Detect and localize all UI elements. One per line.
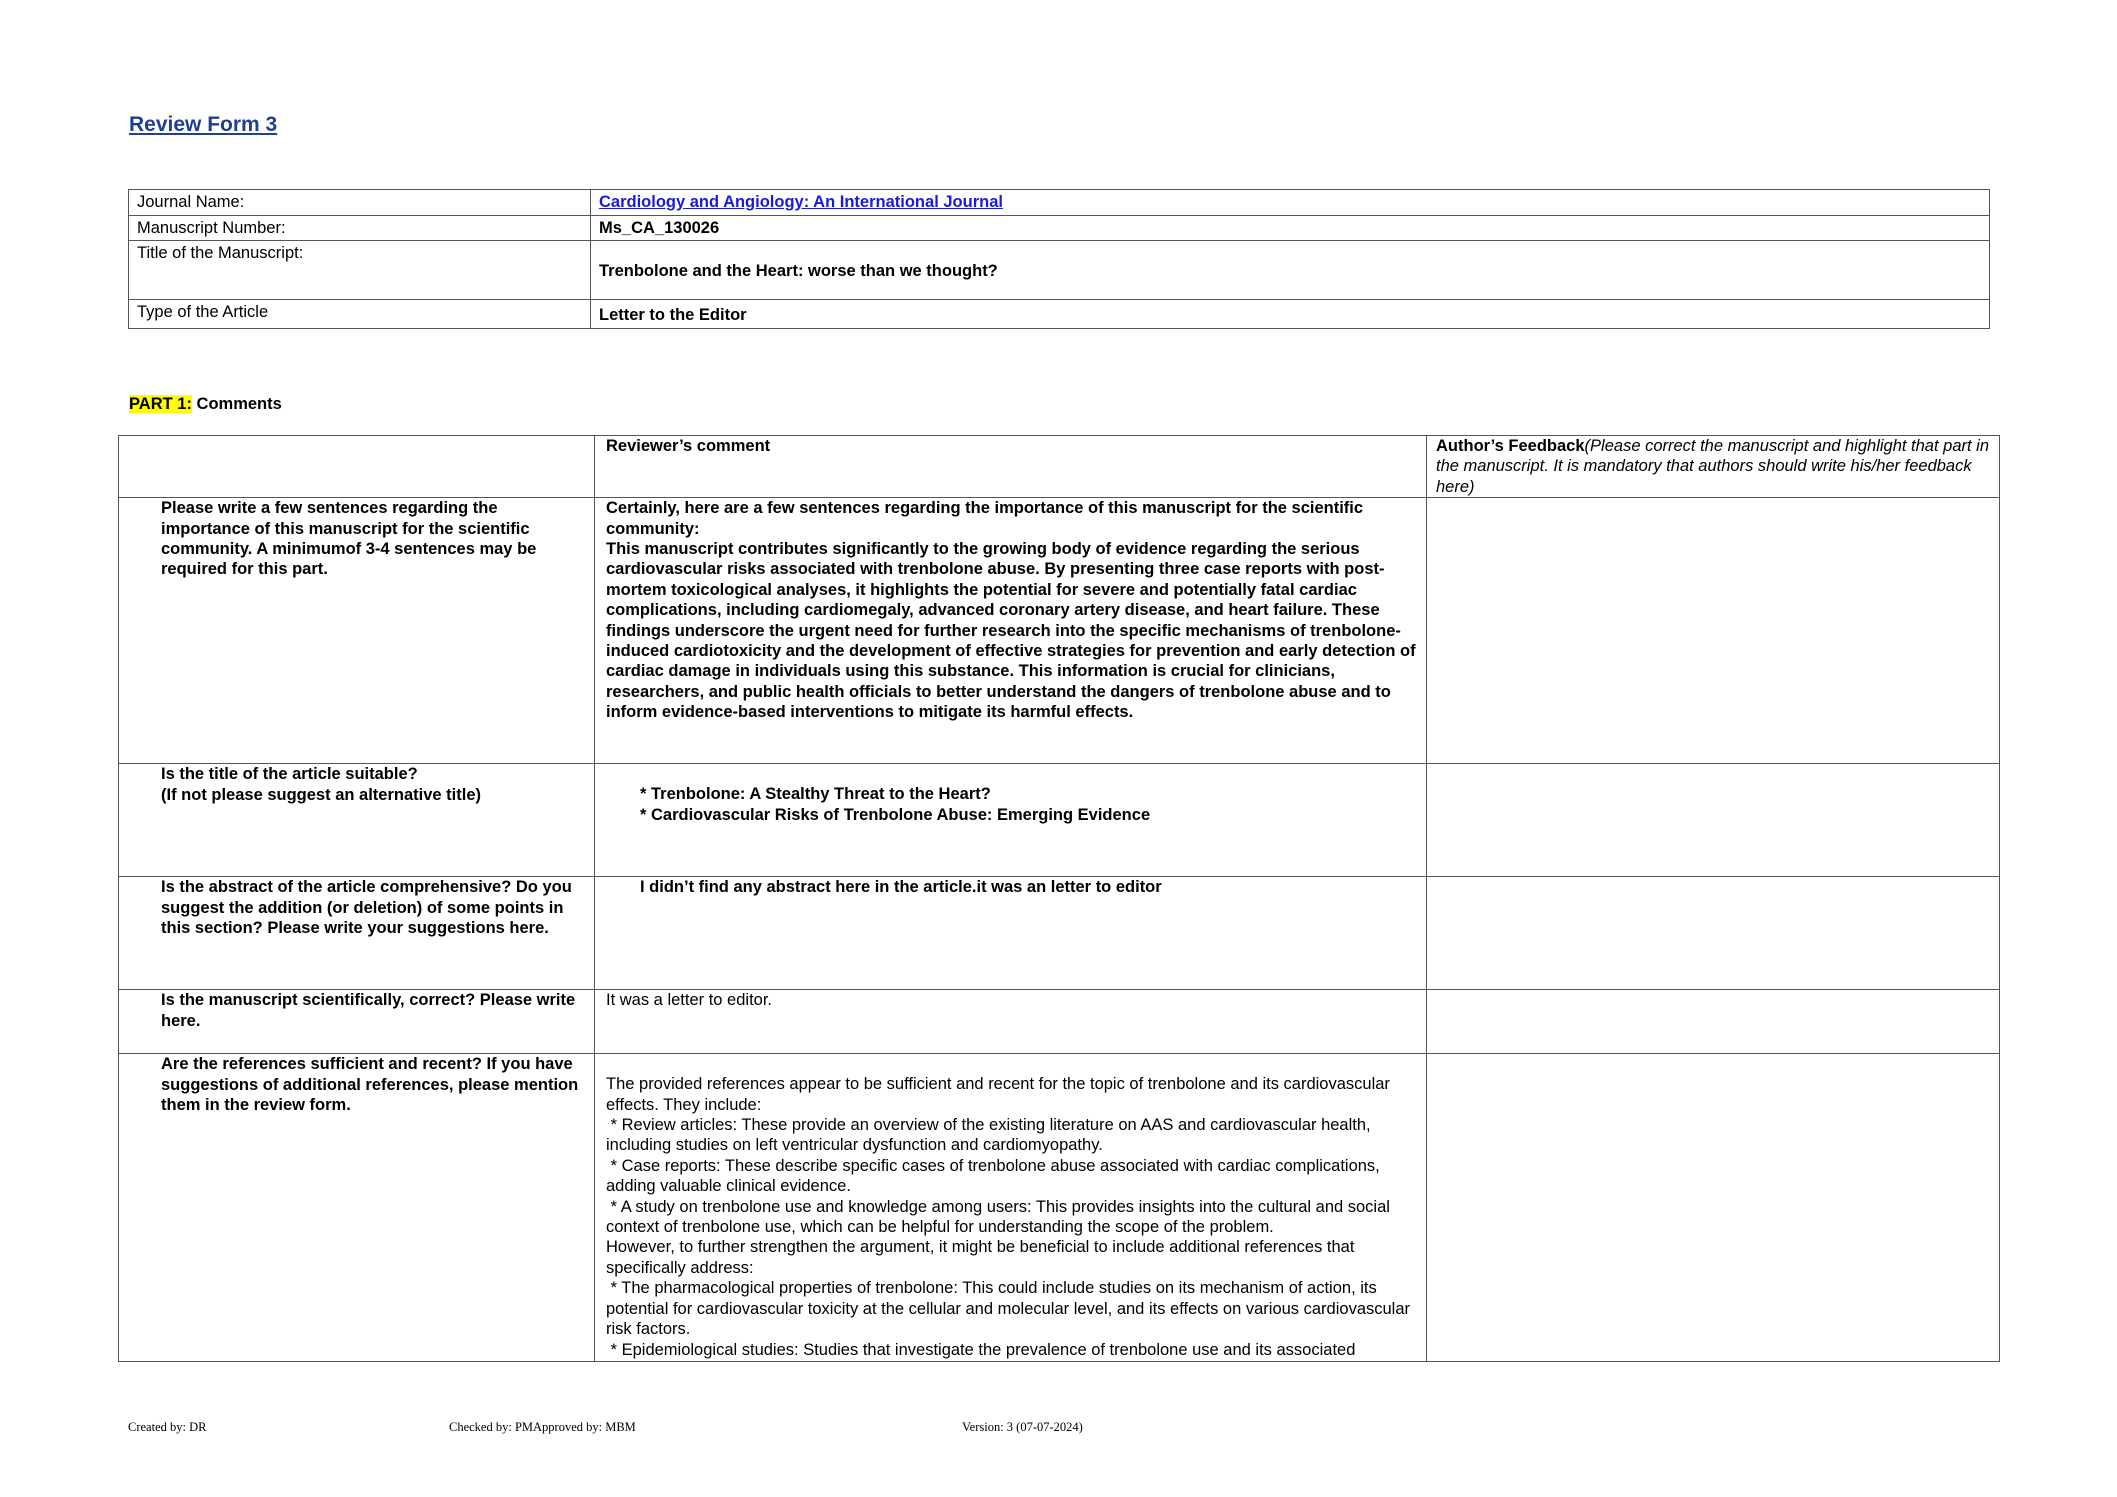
form-title: Review Form 3 bbox=[129, 113, 278, 136]
author-feedback-instructions: (Please correct the manuscript and highlight that part in the manuscript. It is mandatory that authors should write his/her feedback here) bbox=[1436, 437, 1990, 496]
part1-heading bbox=[129, 395, 282, 414]
footer-created-by: Created by: DR bbox=[128, 1420, 207, 1434]
manuscript-info-table bbox=[128, 189, 1990, 329]
info-row-article-type bbox=[129, 300, 1990, 329]
footer-checked-approved: Checked by: PMApproved by: MBM bbox=[449, 1420, 636, 1434]
reviewer-comment-cell[interactable] bbox=[595, 1054, 1427, 1362]
suggested-title-2: * Cardiovascular Risks of Trenbolone Abuse: Emerging Evidence bbox=[640, 805, 1151, 824]
part1-title: Comments bbox=[191, 395, 282, 413]
info-value: Trenbolone and the Heart: worse than we thought? bbox=[591, 241, 1990, 300]
question-cell: Is the abstract of the article comprehensive? Do you suggest the addition (or deletion) of some points in this section? Please write your suggestions here. bbox=[119, 877, 595, 990]
info-label: Type of the Article bbox=[129, 300, 591, 329]
author-feedback-cell[interactable] bbox=[1427, 877, 2000, 990]
question-cell: Please write a few sentences regarding the importance of this manuscript for the scientific community. A minimumof 3-4 sentences may be required for this part. bbox=[119, 498, 595, 764]
author-feedback-cell[interactable] bbox=[1427, 498, 2000, 764]
reviewer-comment-cell[interactable] bbox=[595, 764, 1427, 877]
info-value bbox=[591, 190, 1990, 216]
comment-row-references bbox=[119, 1054, 2000, 1362]
question-cell: Is the title of the article suitable? (If not please suggest an alternative title) bbox=[119, 764, 595, 877]
reviewer-comment-cell[interactable] bbox=[595, 877, 1427, 990]
author-feedback-header bbox=[1427, 436, 2000, 498]
question-header bbox=[119, 436, 595, 498]
comments-table bbox=[118, 435, 2000, 1362]
author-feedback-label: Author’s Feedback bbox=[1436, 437, 1585, 455]
part1-label: PART 1: bbox=[129, 395, 192, 413]
info-label: Journal Name: bbox=[129, 190, 591, 216]
footer-version: Version: 3 (07-07-2024) bbox=[962, 1420, 1083, 1434]
author-feedback-cell[interactable] bbox=[1427, 1054, 2000, 1362]
reviewer-comment-cell[interactable]: Certainly, here are a few sentences regarding the importance of this manuscript for the scientific community: This manuscript contributes significantly to the growing body of evidence regarding the serious cardiovascular risks associated with trenbolone abuse. By presenting three case reports with post-mortem toxicological analyses, it highlights the potential for severe and potentially fatal cardiac complications, including cardiomegaly, advanced coronary artery disease, and heart failure. These findings underscore the urgent need for further research into the specific mechanisms of trenbolone-induced cardiotoxicity and the development of effective strategies for prevention and early detection of cardiac damage in individuals using this substance. This information is crucial for clinicians, researchers, and public health officials to better understand the dangers of trenbolone abuse and to inform evidence-based interventions to mitigate its harmful effects. bbox=[595, 498, 1427, 764]
references-comment: The provided references appear to be sufficient and recent for the topic of trenbolone and its cardiovascular effects. They include: * Review articles: These provide an overview of the existing literature on AAS and cardiovascular health, including studies on left ventricular dysfunction and cardiomyopathy. * Case reports: These describe specific cases of trenbolone abuse associated with cardiac complications, adding valuable clinical evidence. * A study on trenbolone use and knowledge among users: This provides insights into the cultural and social context of trenbolone use, which can be helpful for understanding the scope of the problem. However, to further strengthen the argument, it might be beneficial to include additional references that specifically address: * The pharmacological properties of trenbolone: This could include studies on its mechanism of action, its potential for cardiovascular toxicity at the cellular and molecular level, and its effects on various cardiovascular risk factors. * Epidemiological studies: Studies that investigate the prevalence of trenbolone use and its associated bbox=[606, 1075, 1411, 1359]
comment-row-title bbox=[119, 764, 2000, 877]
comment-row-abstract bbox=[119, 877, 2000, 990]
info-value: Ms_CA_130026 bbox=[591, 216, 1990, 241]
comment-row-importance bbox=[119, 498, 2000, 764]
question-cell: Are the references sufficient and recent? If you have suggestions of additional references, please mention them in the review form. bbox=[119, 1054, 595, 1362]
info-value: Letter to the Editor bbox=[591, 300, 1990, 329]
reviewer-comment-cell[interactable]: It was a letter to editor. bbox=[595, 990, 1427, 1054]
author-feedback-cell[interactable] bbox=[1427, 764, 2000, 877]
author-feedback-cell[interactable] bbox=[1427, 990, 2000, 1054]
info-row-journal bbox=[129, 190, 1990, 216]
info-label: Manuscript Number: bbox=[129, 216, 591, 241]
comment-row-scientific bbox=[119, 990, 2000, 1054]
question-cell: Is the manuscript scientifically, correct? Please write here. bbox=[119, 990, 595, 1054]
journal-name-link[interactable]: Cardiology and Angiology: An International Journal bbox=[599, 193, 1003, 211]
comments-header-row bbox=[119, 436, 2000, 498]
abstract-comment: I didn’t find any abstract here in the article.it was an letter to editor bbox=[640, 878, 1162, 897]
info-row-manuscript-number bbox=[129, 216, 1990, 241]
info-label: Title of the Manuscript: bbox=[129, 241, 591, 300]
suggested-title-1: * Trenbolone: A Stealthy Threat to the Heart? bbox=[640, 785, 991, 804]
info-row-title bbox=[129, 241, 1990, 300]
reviewer-comment-header: Reviewer’s comment bbox=[595, 436, 1427, 498]
